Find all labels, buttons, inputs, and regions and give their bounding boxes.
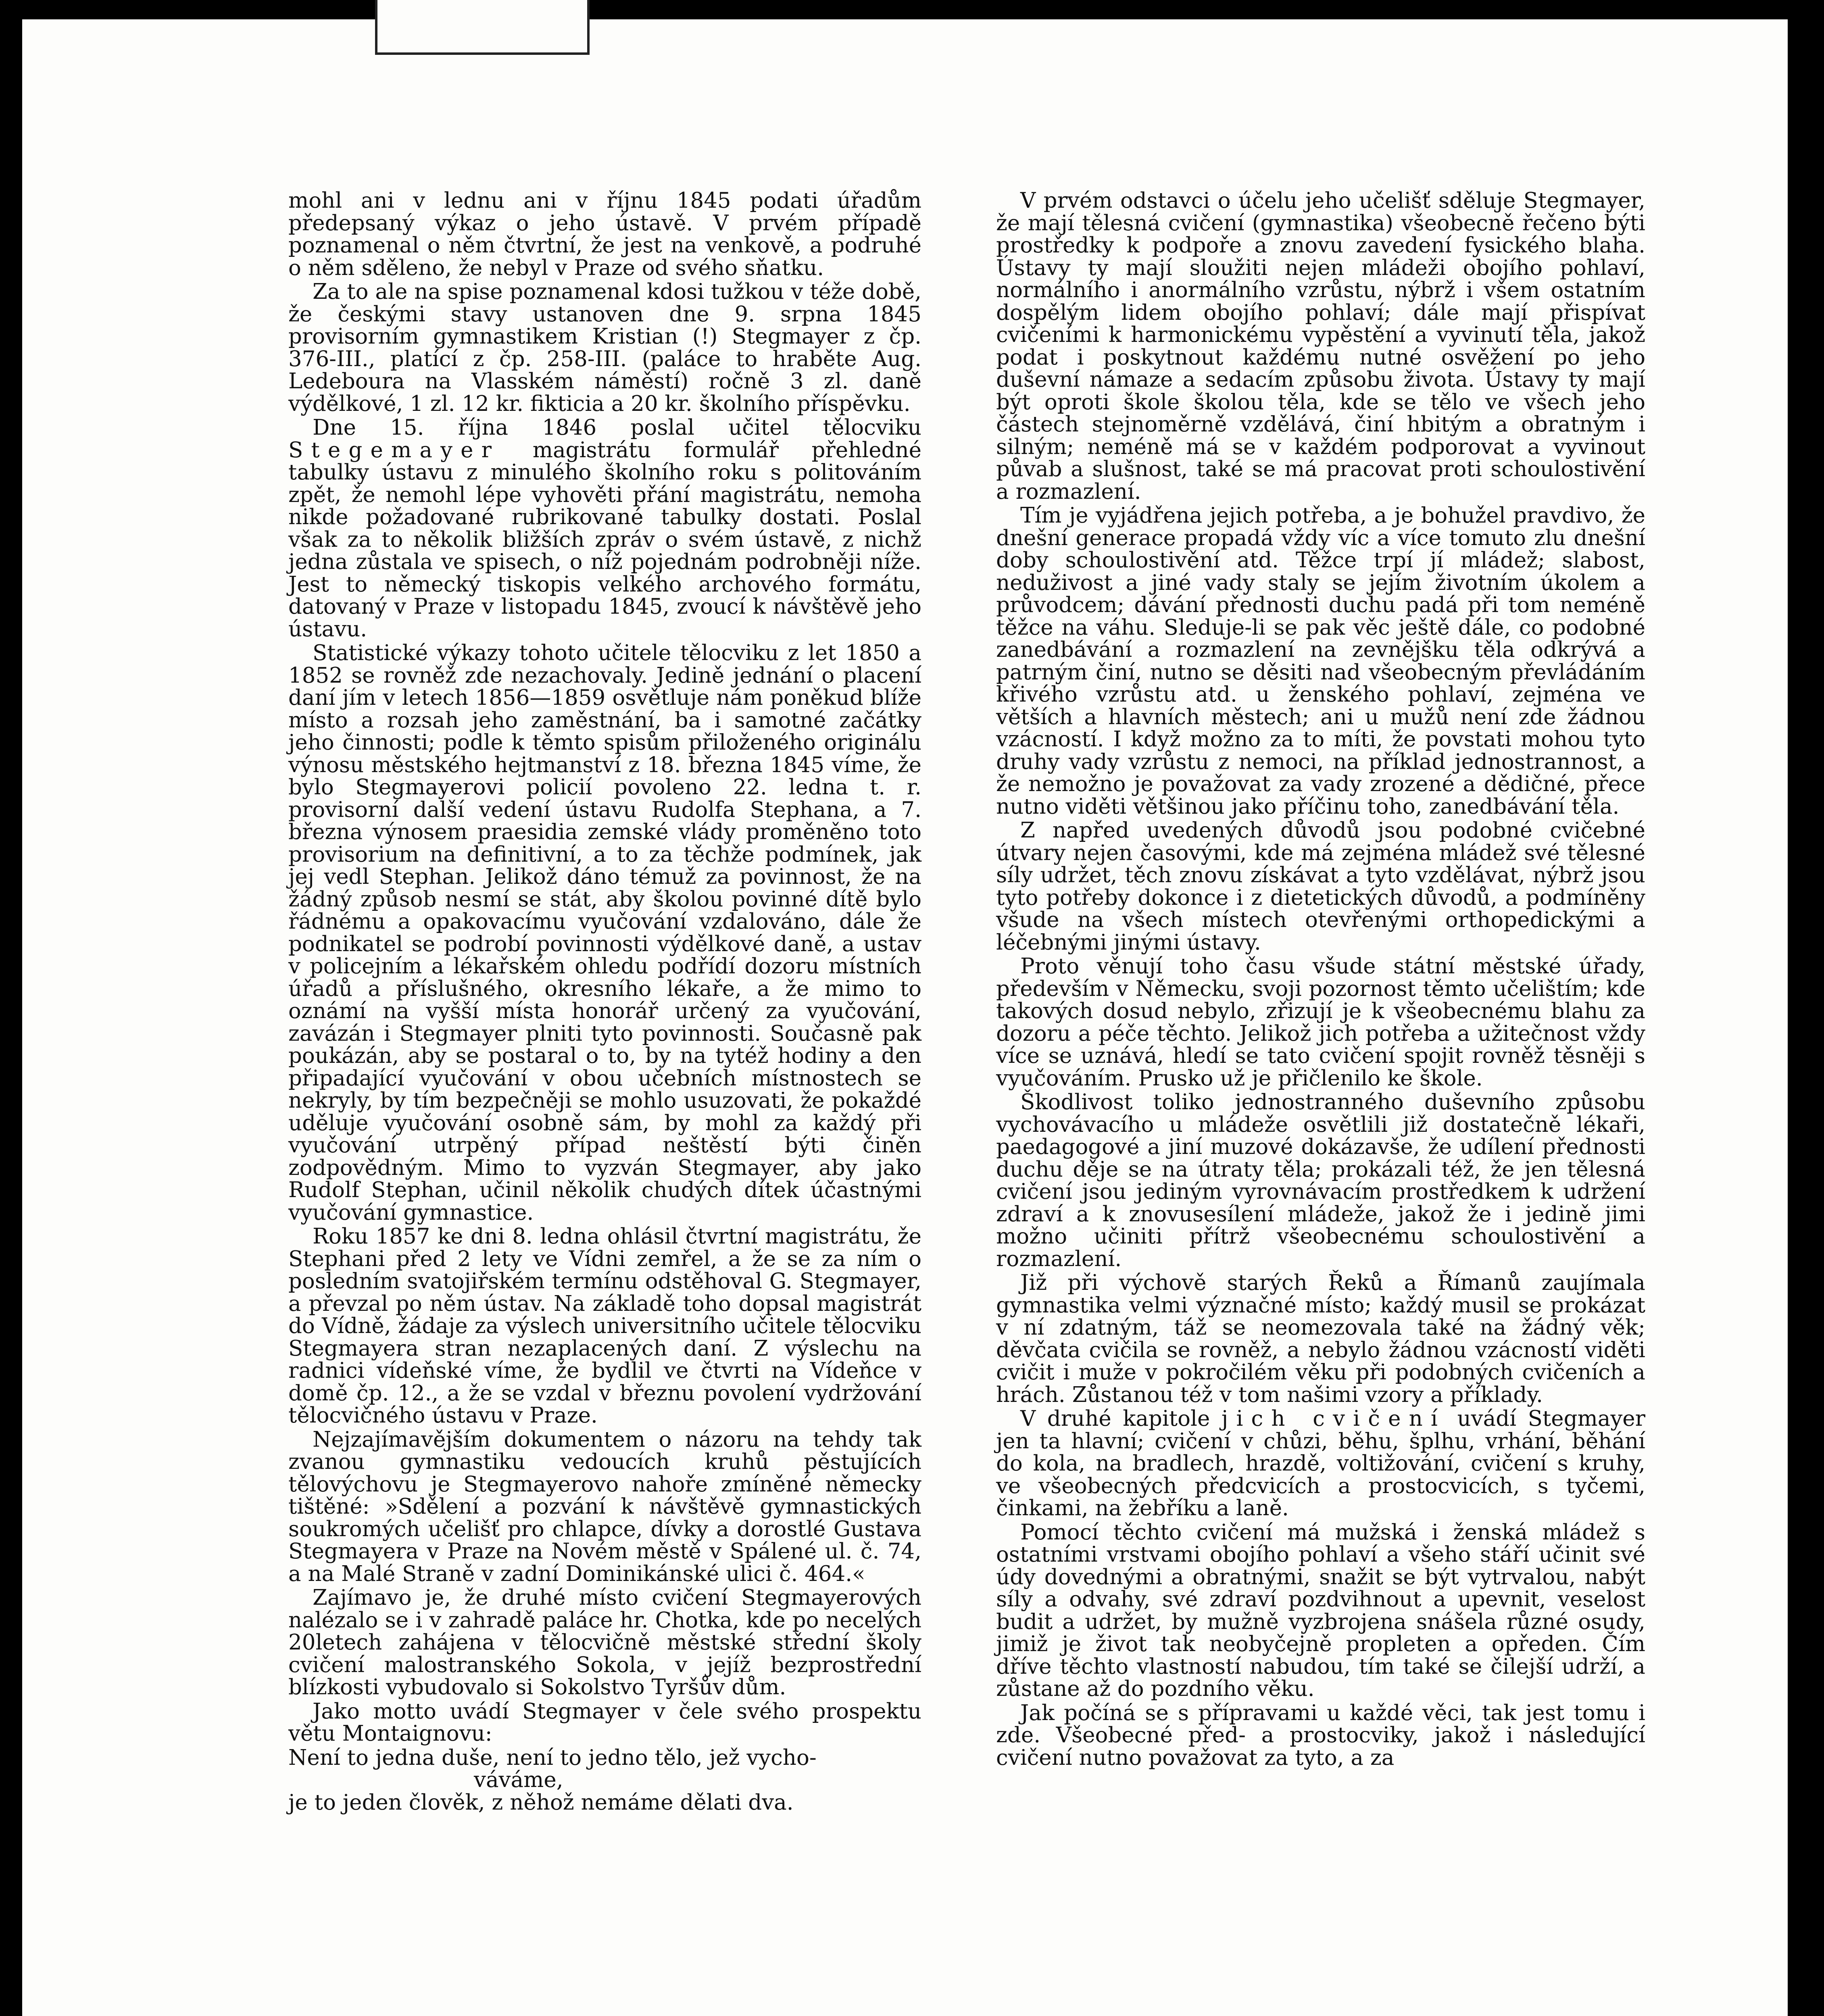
paragraph: Statistické výkazy tohoto učitele tělocviku z let 1850 a 1852 se rovněž zde nezachovaly. Jedině jednání o placení daní jím v letech 1856—1859 osvětluje nám poněkud blíže místo a rozsah jeho zaměstnání, ba i samotné začátky jeho činnosti; podle k těmto spisům přiloženého originálu výnosu městského hejtmanství z 18. března 1845 víme, že bylo Stegmayerovi policií povoleno 22. ledna t. r. provisorní další vedení ústavu Rudolfa Stephana, a 7. března výnosem praesidia zemské vlády proměněno toto provisorium na definitivní, a to za těchže podmínek, jak jej vedl Stephan. Jelikož dáno témuž za povinnost, že na žádný způsob nesmí se stát, aby školou povinné dítě bylo řádnému a opakovacímu vyučování vzdalováno, dále že podnikatel se podrobí povinnosti výdělkové daně, a ustav v policejním a lékařském ohledu podřídí dozoru místních úřadů a příslušného, okresního lékaře, a že mimo to oznámí na vyšší místa honorář určený za vyučování, zavázán i Stegmayer plniti tyto povinnosti. Současně pak poukázán, aby se postaral o to, by na tytéž hodiny a den připadající vyučování v obou učebních místnostech se nekryly, by tím bezpečněji se mohlo usuzovati, že pokaždé uděluje vyučování osobně sám, by mohl za každý při vyučování utrpěný případ neštěstí býti činěn zodpovědným. Mimo to vyzván Stegmayer, aby jako Rudolf Stephan, učinil několik chudých dítek účastnými vyučování gymnastice. (288, 641, 921, 1225)
paragraph (288, 417, 921, 640)
paragraph: Škodlivost toliko jednostranného duševního způsobu vychovávacího u mládeže osvětlili již dostatečně lékaři, paedagogové a jiní muzové dokázavše, že udílení přednosti duchu děje se na útraty těla; prokázali též, že jen tělesná cvičení jsou jediným vyrovnávacím prostředkem k udržení zdraví a k znovusesílení mládeže, jakož že i jedině jimi možno učiniti přítrž všeobecnému schoulostivění a rozmazlení. (996, 1090, 1645, 1271)
text-run: uvádí Stegmayer jen ta hlavní; cvičení v chůzi, běhu, šplhu, vrhání, běhání do kola, na bradlech, hrazdě, voltižování, cvičení s kruhy, ve všeobecných předcvicích a prostocvicích, s tyčemi, činkami, na žebříku a laně. (996, 1406, 1646, 1520)
motto-quote (288, 1747, 921, 1814)
paragraph: Za to ale na spise poznamenal kdosi tužkou v téže době, že českými stavy ustanoven dne 9. srpna 1845 provisorním gymnastikem Kristian (!) Stegmayer z čp. 376-III., platící z čp. 258-III. (paláce to hraběte Aug. Ledeboura na Vlasském náměstí) ročně 3 zl. daně výdělkové, 1 zl. 12 kr. fikticia a 20 kr. školního příspěvku. (288, 279, 921, 416)
paragraph: Již při výchově starých Řeků a Římanů zaujímala gymnastika velmi význačné místo; každý musil se prokázat v ní zdatným, táž se neomezovala také na žádný věk; děvčata cvičila se rovněž, a nebylo žádnou vzácností viděti cvičit i muže v pokročilém věku při podobných cvičeních a hrách. Zůstanou též v tom našimi vzory a příklady. (996, 1270, 1645, 1407)
text-run: V druhé kapitole (1020, 1406, 1210, 1431)
paragraph: Nejzajímavějším dokumentem o názoru na tehdy tak zvanou gymnastiku vedoucích kruhů pěstujících tělovýchovu je Stegmayerovo nahoře zmíněné německy tištěné: »Sdělení a pozvání k návštěvě gymnastických soukromých učelišť pro chlapce, dívky a dorostlé Gustava Stegmayera v Praze na Novém městě v Spálené ul. č. 74, a na Malé Straně v zadní Dominikánské ulici č. 464.« (288, 1427, 921, 1586)
paragraph: Zajímavo je, že druhé místo cvičení Stegmayerových nalézalo se i v zahradě paláce hr. Chotka, kde po necelých 20letech zahájena v tělocvičně městské střední školy cvičení malostranského Sokola, v jejíž bezprostřední blízkosti vybudovalo si Sokolstvo Tyršův dům. (288, 1585, 921, 1699)
paragraph: Z napřed uvedených důvodů jsou podobné cvičebné útvary nejen časovými, kde má zejména mládež své tělesné síly udržet, těch znovu získávat a tyto vzdělávat, nýbrž jsou tyto potřeby dokonce i z dietetických důvodů, a podmíněny všude na všech místech otevřenými orthopedickými a léčebnými jinými ústavy. (996, 818, 1645, 955)
right-column (996, 190, 1645, 1770)
motto-line: Není to jedna duše, není to jedno tělo, jež vycho- (288, 1745, 817, 1770)
text-run: Dne 15. října 1846 poslal učitel tělocviku (313, 415, 921, 440)
text-run: magistrátu formulář přehledné tabulky ústavu z minulého školního roku s politováním zpět, že nemohl lépe vyhověti přání magistrátu, nemoha nikde požadované rubrikované tabulky dostati. Poslal však za to několik bližších zpráv o svém ústavě, z nichž jedna zůstala ve spisech, o níž pojednám podrobněji níže. Jest to německý tiskopis velkého archového formátu, datovaný v Praze v listopadu 1845, zvoucí k návštěvě jeho ústavu. (288, 437, 921, 641)
paragraph: Tím je vyjádřena jejich potřeba, a je bohužel pravdivo, že dnešní generace propadá vždy víc a více tomuto zlu dnešní doby schoulostivění atd. Těžce trpí jí mládež; slabost, neduživost a jiné vady staly se jejím životním úkolem a průvodcem; dávání přednosti duchu padá při tom neméně těžce na váhu. Sleduje-li se pak věc ještě dále, co podobné zanedbávání a rozmazlení na zevnějšku těla odkrývá a patrným činí, nutno se děsiti nad všeobecným převládáním křivého vzrůstu atd. u ženského pohlaví, zejména ve větších a hlavních městech; ani u mužů není zde žádnou vzácností. I když možno za to míti, že povstati mohou tyto druhy vady vzrůstu z nemoci, na příklad jednostrannost, a že nemožno je považovat za vady zrozené a dědičné, přece nutno viděti většinou jako příčinu toho, zanedbávání těla. (996, 503, 1645, 819)
paragraph: Pomocí těchto cvičení má mužská i ženská mládež s ostatními vrstvami obojího pohlaví a všeho stáří učinit své údy dovednými a obratnými, snažit se být vytrvalou, nabýt síly a odvahy, své zdraví pozdvihnout a upevnit, veselost budit a udržet, by mužně vyzbrojena snášela různé osudy, jimiž je život tak neobyčejně propleten a opředen. Čím dříve těchto vlastností nabudou, tím také se čilejší udrží, a zůstane až do pozdního věku. (996, 1520, 1645, 1701)
spaced-phrase: jich cvičení (1221, 1406, 1446, 1431)
scan-border-left (0, 0, 22, 2016)
paragraph (996, 1408, 1645, 1520)
motto-line: váváme, (474, 1768, 563, 1792)
paragraph: Proto věnují toho času všude státní městské úřady, především v Německu, svoji pozornost těmto učelištím; kde takových dosud nebylo, zřizují je k všeobecnému blahu za dozoru a péče těchto. Jelikož jich potřeba a užitečnost vždy více se uznává, hledí se tato cvičení spojit rovněž těsněji s vyučováním. Prusko už je přičlenilo ke škole. (996, 954, 1645, 1091)
paragraph: Jak počíná se s přípravami u každé věci, tak jest tomu i zde. Všeobecné před- a prostocviky, jakož i následující cvičení nutno považovat za tyto, a za (996, 1700, 1645, 1770)
paragraph: mohl ani v lednu ani v říjnu 1845 podati úřadům předepsaný výkaz o jeho ústavě. V prvém případě poznamenal o něm čtvrtní, že jest na venkově, a podruhé o něm sděleno, že nebyl v Praze od svého sňatku. (288, 188, 921, 280)
scan-border-top (0, 0, 1824, 19)
motto-line: je to jeden člověk, z něhož nemáme dělati dva. (288, 1790, 794, 1815)
paragraph: Jako motto uvádí Stegmayer v čele svého prospektu větu Montaignovu: (288, 1699, 921, 1746)
spaced-name: Stegemayer (288, 437, 500, 462)
scan-tab-artifact (375, 0, 590, 55)
left-column (288, 190, 921, 1814)
scan-border-right (1788, 0, 1824, 2016)
paragraph: V prvém odstavci o účelu jeho učelišť sděluje Stegmayer, že mají tělesná cvičení (gymnastika) všeobecně řečeno býti prostředky k podpoře a znovu zavedení fysického blaha. Ústavy ty mají sloužiti nejen mládeži obojího pohlaví, normálního i anormálního vzrůstu, nýbrž i všem ostatním dospělým lidem obojího pohlaví; dále mají přispívat cvičeními k harmonickému vypěstění a vyvinutí těla, jakož podat i poskytnout každému nutné osvěžení po jeho duševní námaze a sedacím způsobu života. Ústavy ty mají být oproti škole školou těla, kde se tělo ve všech jeho částech stejnoměrně vzdělává, činí hbitým a obratným i silným; neméně má se v každém podporovat a vyvinout půvab a slušnost, také se má pracovat proti schoulostivění a rozmazlení. (996, 188, 1645, 504)
paragraph: Roku 1857 ke dni 8. ledna ohlásil čtvrtní magistrátu, že Stephani před 2 lety ve Vídni zemřel, a že se za ním o posledním svatojiřském termínu odstěhoval G. Stegmayer, a převzal po něm ústav. Na základě toho dopsal magistrát do Vídně, žádaje za výslech universitního učitele tělocviku Stegmayera stran nezaplacených daní. Z výslechu na radnici vídeňské víme, že bydlil ve čtvrti na Vídeňce v domě čp. 12., a že se vzdal v březnu povolení vydržování tělocvičného ústavu v Praze. (288, 1224, 921, 1428)
